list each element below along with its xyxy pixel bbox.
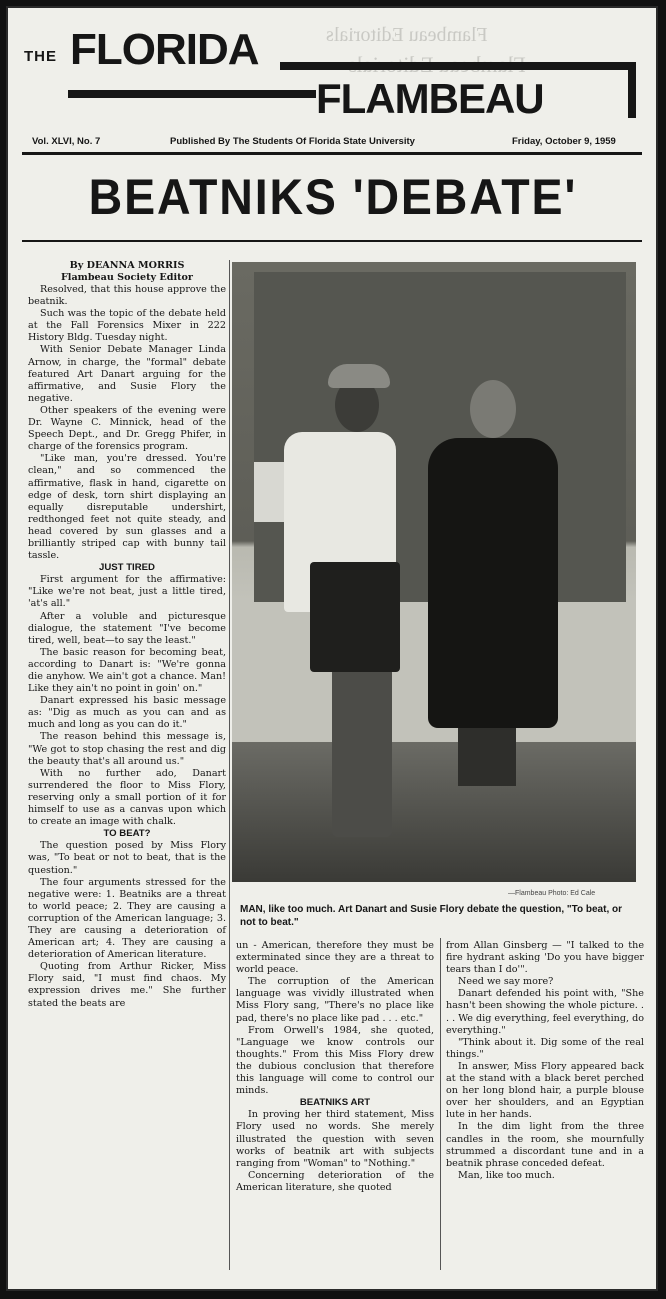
photo-credit: —Flambeau Photo: Ed Cale xyxy=(508,890,596,897)
paragraph: Such was the topic of the debate held at the Fall Forensics Mixer in 222 History Bldg. Tuesday night. xyxy=(28,308,226,344)
paragraph: "Think about it. Dig some of the real things." xyxy=(446,1036,644,1060)
paragraph: Danart defended his point with, "She hasn't been showing the whole picture. . . . We dig everything, feel everything, do everything." xyxy=(446,988,644,1036)
paragraph: With Senior Debate Manager Linda Arnow, in charge, the "formal" debate featured Art Danart arguing for the affirmative, and Susie Flory the negative. xyxy=(28,344,226,404)
man-hat xyxy=(328,364,390,388)
headline-divider xyxy=(22,240,642,242)
masthead-rule xyxy=(280,62,636,70)
paragraph: Concerning deterioration of the American literature, she quoted xyxy=(236,1169,434,1193)
man-shorts xyxy=(310,562,400,672)
subhead: TO BEAT? xyxy=(103,828,151,840)
paragraph: Other speakers of the evening were Dr. Wayne C. Minnick, head of the Speech Dept., and Dr. Gregg Phifer, in charge of the forensics program. xyxy=(28,404,226,453)
paragraph: The reason behind this message is, "We got to stop chasing the rest and dig the beauty that's all around us." xyxy=(28,731,226,767)
paragraph: from Allan Ginsberg — "I talked to the fire hydrant asking 'Do you have bigger tears than I do'". xyxy=(446,940,644,976)
paragraph: In the dim light from the three candles in the room, she mournfully strummed a discordant tune and in a beatnik phrase conceded defeat. xyxy=(446,1121,644,1169)
masthead-divider xyxy=(22,152,642,155)
subhead: JUST TIRED xyxy=(99,562,155,574)
issue-date: Friday, October 9, 1959 xyxy=(512,136,616,147)
article-column-3 xyxy=(446,940,644,1182)
masthead-rule-lower xyxy=(68,90,316,98)
paragraph: un - American, therefore they must be exterminated since they are a threat to world peace. xyxy=(236,940,434,976)
paragraph: After a voluble and picturesque dialogue, the statement "I've become tired, well, beat—to say the least." xyxy=(28,610,226,646)
paragraph: In proving her third statement, Miss Flory used no words. She merely illustrated the question with seven works of beatnik art with subjects ranging from "Woman" to "Nothing." xyxy=(236,1109,434,1169)
masthead-the: THE xyxy=(24,48,57,65)
photo-debaters xyxy=(232,262,636,882)
paragraph: Need we say more? xyxy=(458,976,554,988)
byline-role: Flambeau Society Editor xyxy=(61,272,193,283)
paragraph: With no further ado, Danart surrendered the floor to Miss Flory, reserving only a small portion of it for himself to use as a canvas upon which to create an image with chalk. xyxy=(28,767,226,828)
masthead-rule-vertical xyxy=(628,62,636,118)
paragraph: Quoting from Arthur Ricker, Miss Flory said, "I must find chaos. My expression drives me." She further stated the beats are xyxy=(28,961,226,1009)
paragraph: From Orwell's 1984, she quoted, "Language we know controls our thoughts." From this Miss Flory drew the dubious conclusion that therefore this language will come to control our minds. xyxy=(236,1024,434,1097)
man-legs xyxy=(332,667,392,837)
byline-author: By DEANNA MORRIS xyxy=(69,260,185,271)
masthead-florida: FLORIDA xyxy=(70,25,259,74)
publisher-info: Published By The Students Of Florida State University xyxy=(170,136,415,147)
article-column-1 xyxy=(28,260,226,1010)
column-rule xyxy=(440,938,441,1270)
subhead: BEATNIKS ART xyxy=(299,1097,371,1109)
photo-caption: MAN, like too much. Art Danart and Susie Flory debate the question, "To beat, or not to beat." xyxy=(240,904,623,928)
bleed-through-text: Flambeau Editorials xyxy=(326,24,488,46)
paragraph: "Like man, you're dressed. You're clean," and so commenced the affirmative, flask in hand, cigarette on edge of desk, torn shirt displaying an equally disreputable undershirt, redthonged feet not quite steady, and head covered by sun glasses and a brilliantly striped cap with bunny tail tassle. xyxy=(28,453,226,562)
paragraph: The corruption of the American language was vividly illustrated when Miss Flory sang, "There's no place like pad, there's no place like pad . . . etc." xyxy=(236,976,434,1024)
masthead-flambeau: FLAMBEAU xyxy=(316,75,544,122)
paragraph: The four arguments stressed for the negative were: 1. Beatniks are a threat to world peace; 2. They are causing a corruption of the American language; 3. They are causing a deterioration of American art; 4. They are causing a deterioration of American literature. xyxy=(28,876,226,961)
newspaper-page xyxy=(6,6,658,1291)
woman-legs xyxy=(458,726,516,786)
floor xyxy=(232,742,636,882)
paragraph: Resolved, that this house approve the beatnik. xyxy=(28,284,226,308)
paragraph: The question posed by Miss Flory was, "To beat or not to beat, that is the question." xyxy=(28,840,226,876)
woman-head xyxy=(470,380,516,438)
column-rule xyxy=(229,260,230,1270)
paragraph: The basic reason for becoming beat, according to Danart is: "We're gonna die anyhow. We ain't got a chance. Man! Like they ain't no point in goin' on." xyxy=(28,646,226,695)
woman-dress xyxy=(428,438,558,728)
headline: BEATNIKS 'DEBATE' xyxy=(88,169,578,225)
volume-info: Vol. XLVI, No. 7 xyxy=(32,136,101,147)
paragraph: Danart expressed his basic message as: "Dig as much as you can and as much and long as you can do it." xyxy=(28,695,226,731)
article-column-2 xyxy=(236,940,434,1194)
paragraph: In answer, Miss Flory appeared back at the stand with a black beret perched on her long blond hair, a purple blouse over her shoulders, and an Egyptian lute in her hands. xyxy=(446,1060,644,1121)
paragraph: Man, like too much. xyxy=(458,1169,555,1181)
paragraph: First argument for the affirmative: "Like we're not beat, just a little tired, 'at's all." xyxy=(28,574,226,610)
